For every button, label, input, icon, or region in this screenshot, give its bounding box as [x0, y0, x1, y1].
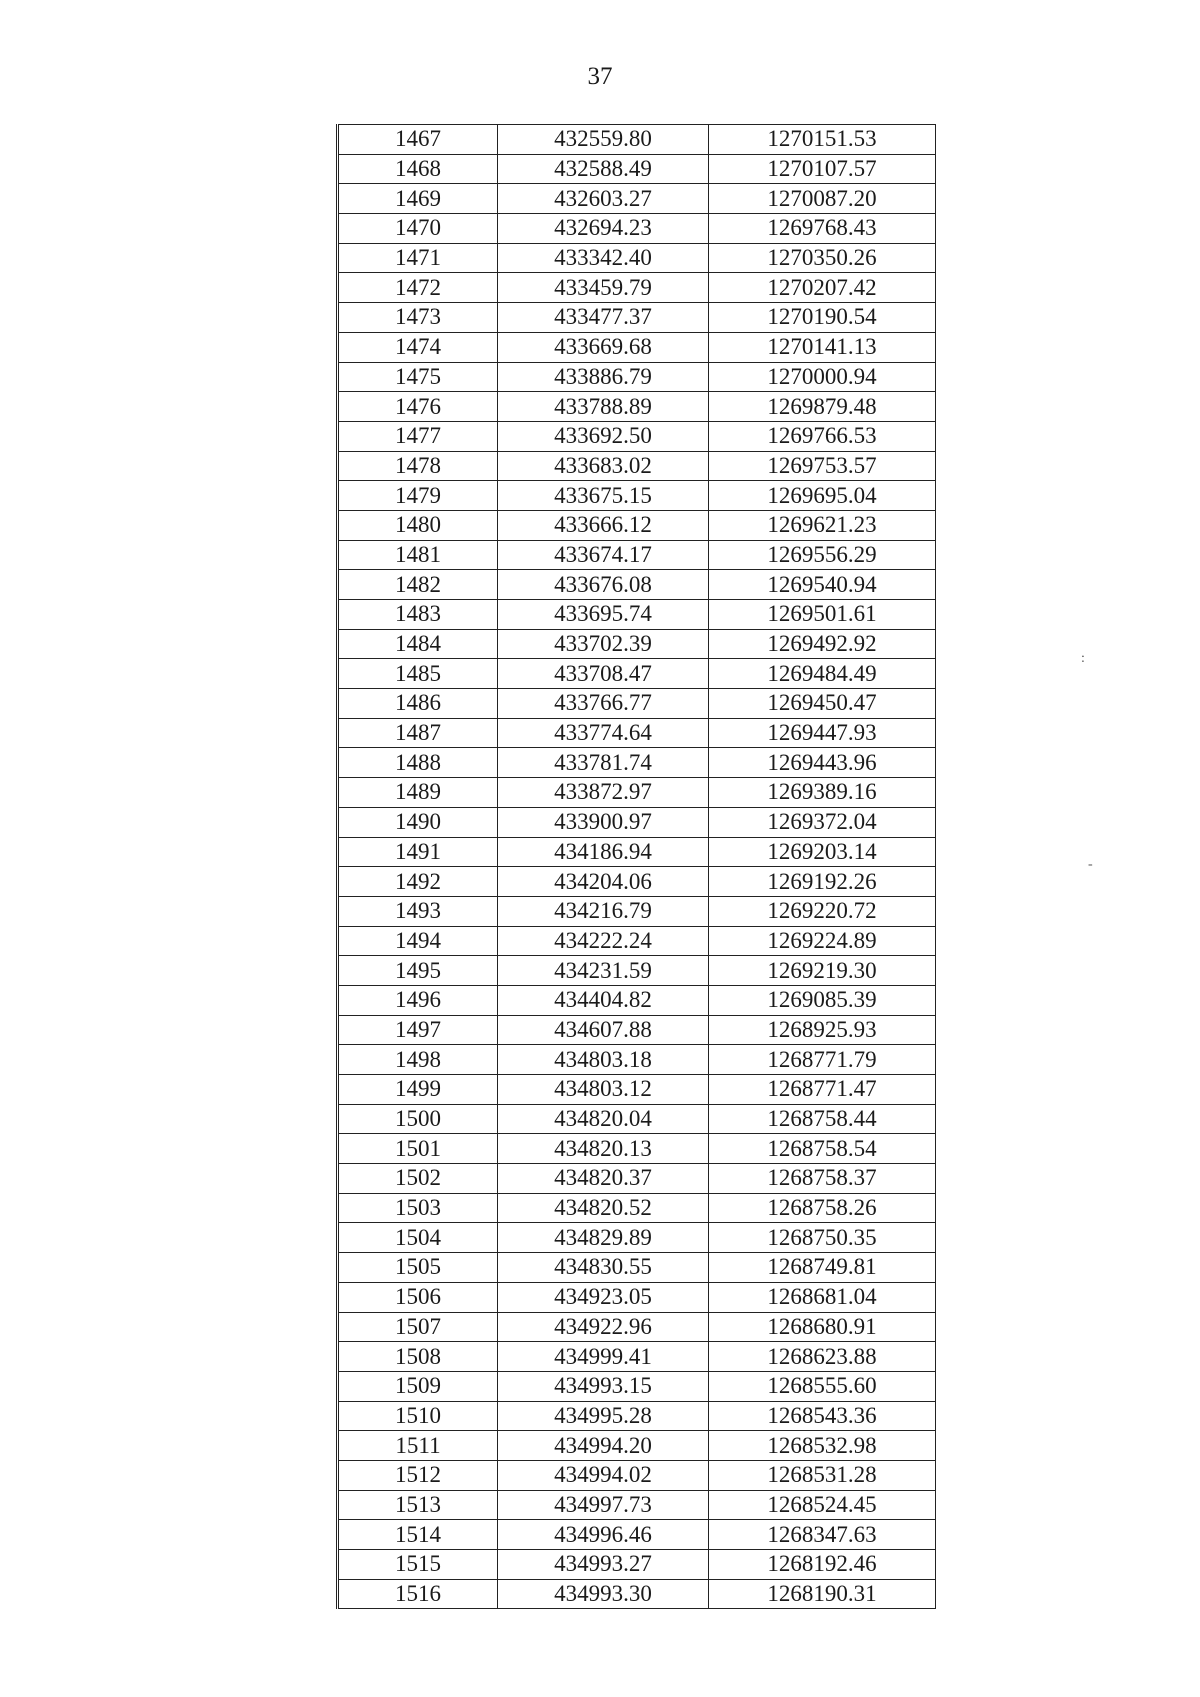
x-coordinate-cell: 434803.12	[498, 1075, 709, 1105]
x-coordinate-cell: 434829.89	[498, 1223, 709, 1253]
x-coordinate-cell: 434803.18	[498, 1045, 709, 1075]
point-number-cell: 1479	[338, 481, 498, 511]
table-row	[338, 510, 936, 540]
y-coordinate-cell: 1268543.36	[709, 1401, 936, 1431]
y-coordinate-cell: 1269484.49	[709, 659, 936, 689]
x-coordinate-cell: 434204.06	[498, 867, 709, 897]
y-coordinate-cell: 1269501.61	[709, 600, 936, 630]
x-coordinate-cell: 433900.97	[498, 807, 709, 837]
point-number-cell: 1494	[338, 926, 498, 956]
point-number-cell: 1510	[338, 1401, 498, 1431]
point-number-cell: 1471	[338, 243, 498, 273]
table-row	[338, 332, 936, 362]
table-row	[338, 1579, 936, 1609]
x-coordinate-cell: 433886.79	[498, 362, 709, 392]
x-coordinate-cell: 433676.08	[498, 570, 709, 600]
point-number-cell: 1482	[338, 570, 498, 600]
table-row	[338, 896, 936, 926]
point-number-cell: 1501	[338, 1134, 498, 1164]
x-coordinate-cell: 434994.20	[498, 1431, 709, 1461]
point-number-cell: 1487	[338, 718, 498, 748]
x-coordinate-cell: 434222.24	[498, 926, 709, 956]
table-row	[338, 689, 936, 719]
y-coordinate-cell: 1268524.45	[709, 1490, 936, 1520]
point-number-cell: 1474	[338, 332, 498, 362]
table-row	[338, 362, 936, 392]
x-coordinate-cell: 432588.49	[498, 154, 709, 184]
y-coordinate-cell: 1268771.79	[709, 1045, 936, 1075]
x-coordinate-cell: 434923.05	[498, 1282, 709, 1312]
x-coordinate-cell: 434922.96	[498, 1312, 709, 1342]
y-coordinate-cell: 1269540.94	[709, 570, 936, 600]
y-coordinate-cell: 1269220.72	[709, 896, 936, 926]
x-coordinate-cell: 434993.27	[498, 1550, 709, 1580]
point-number-cell: 1503	[338, 1193, 498, 1223]
point-number-cell: 1509	[338, 1371, 498, 1401]
table-row	[338, 392, 936, 422]
point-number-cell: 1468	[338, 154, 498, 184]
table-row	[338, 1134, 936, 1164]
point-number-cell: 1507	[338, 1312, 498, 1342]
y-coordinate-cell: 1270151.53	[709, 125, 936, 155]
coordinates-table-body	[338, 125, 936, 1609]
coordinates-table	[336, 124, 936, 1609]
table-row	[338, 600, 936, 630]
y-coordinate-cell: 1269753.57	[709, 451, 936, 481]
table-row	[338, 154, 936, 184]
y-coordinate-cell: 1268758.37	[709, 1164, 936, 1194]
y-coordinate-cell: 1270190.54	[709, 303, 936, 333]
table-row	[338, 214, 936, 244]
point-number-cell: 1492	[338, 867, 498, 897]
y-coordinate-cell: 1270107.57	[709, 154, 936, 184]
point-number-cell: 1516	[338, 1579, 498, 1609]
x-coordinate-cell: 433342.40	[498, 243, 709, 273]
point-number-cell: 1508	[338, 1342, 498, 1372]
point-number-cell: 1490	[338, 807, 498, 837]
point-number-cell: 1469	[338, 184, 498, 214]
y-coordinate-cell: 1268925.93	[709, 1015, 936, 1045]
x-coordinate-cell: 434996.46	[498, 1520, 709, 1550]
point-number-cell: 1467	[338, 125, 498, 155]
x-coordinate-cell: 434997.73	[498, 1490, 709, 1520]
table-row	[338, 570, 936, 600]
x-coordinate-cell: 434404.82	[498, 985, 709, 1015]
y-coordinate-cell: 1268758.54	[709, 1134, 936, 1164]
y-coordinate-cell: 1269695.04	[709, 481, 936, 511]
x-coordinate-cell: 432603.27	[498, 184, 709, 214]
x-coordinate-cell: 434820.37	[498, 1164, 709, 1194]
table-row	[338, 1193, 936, 1223]
table-row	[338, 837, 936, 867]
point-number-cell: 1511	[338, 1431, 498, 1461]
point-number-cell: 1480	[338, 510, 498, 540]
y-coordinate-cell: 1269450.47	[709, 689, 936, 719]
x-coordinate-cell: 433666.12	[498, 510, 709, 540]
x-coordinate-cell: 432559.80	[498, 125, 709, 155]
x-coordinate-cell: 433702.39	[498, 629, 709, 659]
x-coordinate-cell: 434820.04	[498, 1104, 709, 1134]
table-row	[338, 629, 936, 659]
table-row	[338, 1075, 936, 1105]
table-row	[338, 1282, 936, 1312]
x-coordinate-cell: 434995.28	[498, 1401, 709, 1431]
x-coordinate-cell: 433766.77	[498, 689, 709, 719]
table-row	[338, 926, 936, 956]
table-row	[338, 1490, 936, 1520]
scan-dash-mark: -	[1088, 857, 1093, 872]
table-row	[338, 1401, 936, 1431]
y-coordinate-cell: 1270350.26	[709, 243, 936, 273]
point-number-cell: 1473	[338, 303, 498, 333]
x-coordinate-cell: 434231.59	[498, 956, 709, 986]
table-row	[338, 243, 936, 273]
table-row	[338, 748, 936, 778]
table-row	[338, 867, 936, 897]
table-row	[338, 1431, 936, 1461]
x-coordinate-cell: 434999.41	[498, 1342, 709, 1372]
table-row	[338, 956, 936, 986]
table-row	[338, 451, 936, 481]
x-coordinate-cell: 433872.97	[498, 778, 709, 808]
x-coordinate-cell: 432694.23	[498, 214, 709, 244]
y-coordinate-cell: 1269766.53	[709, 421, 936, 451]
x-coordinate-cell: 433695.74	[498, 600, 709, 630]
point-number-cell: 1502	[338, 1164, 498, 1194]
x-coordinate-cell: 433674.17	[498, 540, 709, 570]
table-row	[338, 273, 936, 303]
point-number-cell: 1493	[338, 896, 498, 926]
y-coordinate-cell: 1269219.30	[709, 956, 936, 986]
table-row	[338, 1104, 936, 1134]
x-coordinate-cell: 433477.37	[498, 303, 709, 333]
table-row	[338, 184, 936, 214]
y-coordinate-cell: 1268347.63	[709, 1520, 936, 1550]
point-number-cell: 1513	[338, 1490, 498, 1520]
y-coordinate-cell: 1269556.29	[709, 540, 936, 570]
y-coordinate-cell: 1269443.96	[709, 748, 936, 778]
table-row	[338, 1045, 936, 1075]
y-coordinate-cell: 1270207.42	[709, 273, 936, 303]
y-coordinate-cell: 1268749.81	[709, 1253, 936, 1283]
table-row	[338, 985, 936, 1015]
point-number-cell: 1478	[338, 451, 498, 481]
table-row	[338, 1371, 936, 1401]
y-coordinate-cell: 1269492.92	[709, 629, 936, 659]
point-number-cell: 1512	[338, 1460, 498, 1490]
point-number-cell: 1483	[338, 600, 498, 630]
table-row	[338, 1342, 936, 1372]
table-row	[338, 1312, 936, 1342]
y-coordinate-cell: 1268771.47	[709, 1075, 936, 1105]
y-coordinate-cell: 1268531.28	[709, 1460, 936, 1490]
y-coordinate-cell: 1269203.14	[709, 837, 936, 867]
x-coordinate-cell: 434993.15	[498, 1371, 709, 1401]
point-number-cell: 1488	[338, 748, 498, 778]
point-number-cell: 1481	[338, 540, 498, 570]
x-coordinate-cell: 433781.74	[498, 748, 709, 778]
x-coordinate-cell: 434994.02	[498, 1460, 709, 1490]
x-coordinate-cell: 434607.88	[498, 1015, 709, 1045]
point-number-cell: 1489	[338, 778, 498, 808]
y-coordinate-cell: 1268532.98	[709, 1431, 936, 1461]
table-row	[338, 125, 936, 155]
table-row	[338, 481, 936, 511]
table-row	[338, 1520, 936, 1550]
y-coordinate-cell: 1268192.46	[709, 1550, 936, 1580]
point-number-cell: 1470	[338, 214, 498, 244]
table-row	[338, 778, 936, 808]
point-number-cell: 1500	[338, 1104, 498, 1134]
point-number-cell: 1486	[338, 689, 498, 719]
point-number-cell: 1472	[338, 273, 498, 303]
y-coordinate-cell: 1269621.23	[709, 510, 936, 540]
table-row	[338, 659, 936, 689]
y-coordinate-cell: 1268758.44	[709, 1104, 936, 1134]
x-coordinate-cell: 433774.64	[498, 718, 709, 748]
y-coordinate-cell: 1269768.43	[709, 214, 936, 244]
x-coordinate-cell: 434820.13	[498, 1134, 709, 1164]
x-coordinate-cell: 433675.15	[498, 481, 709, 511]
table-row	[338, 1460, 936, 1490]
table-row	[338, 1164, 936, 1194]
table-row	[338, 1015, 936, 1045]
point-number-cell: 1504	[338, 1223, 498, 1253]
point-number-cell: 1497	[338, 1015, 498, 1045]
point-number-cell: 1485	[338, 659, 498, 689]
y-coordinate-cell: 1270087.20	[709, 184, 936, 214]
y-coordinate-cell: 1268623.88	[709, 1342, 936, 1372]
point-number-cell: 1484	[338, 629, 498, 659]
y-coordinate-cell: 1268680.91	[709, 1312, 936, 1342]
table-row	[338, 807, 936, 837]
point-number-cell: 1505	[338, 1253, 498, 1283]
y-coordinate-cell: 1269085.39	[709, 985, 936, 1015]
y-coordinate-cell: 1270141.13	[709, 332, 936, 362]
point-number-cell: 1515	[338, 1550, 498, 1580]
point-number-cell: 1475	[338, 362, 498, 392]
x-coordinate-cell: 434993.30	[498, 1579, 709, 1609]
point-number-cell: 1477	[338, 421, 498, 451]
y-coordinate-cell: 1268555.60	[709, 1371, 936, 1401]
y-coordinate-cell: 1268750.35	[709, 1223, 936, 1253]
x-coordinate-cell: 433669.68	[498, 332, 709, 362]
table-row	[338, 540, 936, 570]
table-row	[338, 303, 936, 333]
y-coordinate-cell: 1269372.04	[709, 807, 936, 837]
y-coordinate-cell: 1268681.04	[709, 1282, 936, 1312]
table-row	[338, 421, 936, 451]
table-row	[338, 1253, 936, 1283]
x-coordinate-cell: 434186.94	[498, 837, 709, 867]
x-coordinate-cell: 433708.47	[498, 659, 709, 689]
x-coordinate-cell: 433692.50	[498, 421, 709, 451]
y-coordinate-cell: 1269389.16	[709, 778, 936, 808]
x-coordinate-cell: 433459.79	[498, 273, 709, 303]
y-coordinate-cell: 1269224.89	[709, 926, 936, 956]
point-number-cell: 1496	[338, 985, 498, 1015]
y-coordinate-cell: 1269447.93	[709, 718, 936, 748]
table-row	[338, 1550, 936, 1580]
x-coordinate-cell: 434830.55	[498, 1253, 709, 1283]
point-number-cell: 1491	[338, 837, 498, 867]
point-number-cell: 1499	[338, 1075, 498, 1105]
y-coordinate-cell: 1270000.94	[709, 362, 936, 392]
point-number-cell: 1498	[338, 1045, 498, 1075]
y-coordinate-cell: 1268190.31	[709, 1579, 936, 1609]
y-coordinate-cell: 1269192.26	[709, 867, 936, 897]
y-coordinate-cell: 1269879.48	[709, 392, 936, 422]
scan-speck-mark: :	[1081, 651, 1085, 666]
y-coordinate-cell: 1268758.26	[709, 1193, 936, 1223]
x-coordinate-cell: 434216.79	[498, 896, 709, 926]
point-number-cell: 1514	[338, 1520, 498, 1550]
point-number-cell: 1495	[338, 956, 498, 986]
x-coordinate-cell: 433788.89	[498, 392, 709, 422]
point-number-cell: 1476	[338, 392, 498, 422]
page-number: 37	[587, 63, 613, 90]
table-row	[338, 1223, 936, 1253]
point-number-cell: 1506	[338, 1282, 498, 1312]
x-coordinate-cell: 433683.02	[498, 451, 709, 481]
table-row	[338, 718, 936, 748]
x-coordinate-cell: 434820.52	[498, 1193, 709, 1223]
